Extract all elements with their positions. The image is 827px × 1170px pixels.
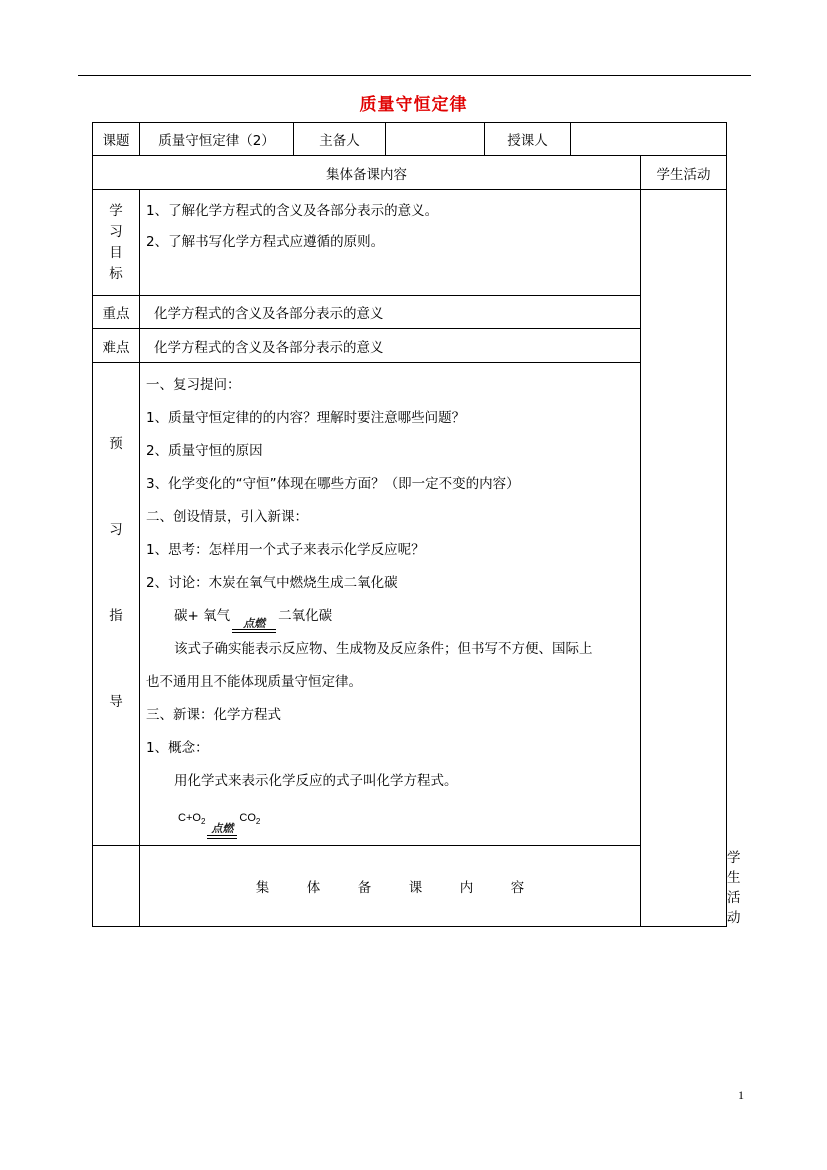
equation-comment-line-2: 也不通用且不能体现质量守恒定律。 [146, 674, 362, 690]
page-number: 1 [738, 1088, 744, 1102]
activity-heading: 学生活动 [641, 156, 727, 190]
goals-label-char: 目 [109, 244, 123, 261]
footer-content-heading: 集 体 备 课 内 容 [140, 846, 641, 927]
chemical-equation [146, 798, 634, 838]
word-equation [146, 600, 634, 633]
guide-content [140, 363, 641, 846]
footer-row: 集 体 备 课 内 容 学生活动 [93, 846, 727, 927]
goals-label-char: 习 [109, 223, 123, 240]
equation-double-bar [207, 835, 237, 839]
header-row [93, 123, 727, 156]
concept-heading: 1、概念： [146, 740, 209, 756]
key-point-text: 化学方程式的含义及各部分表示的意义 [140, 296, 641, 329]
content-heading: 集体备课内容 [93, 156, 641, 190]
difficulty-row [93, 329, 727, 363]
scene-heading: 二、创设情景，引入新课： [146, 509, 308, 525]
word-equation-product: 二氧化碳 [278, 608, 333, 624]
condition-label: 点燃 [211, 823, 234, 836]
ignition-condition [207, 824, 237, 839]
preparer-value [386, 123, 485, 156]
goals-row [93, 190, 727, 296]
equation-comment-line-1: 该式子确实能表示反应物、生成物及反应条件；但书写不方便、国际上 [174, 641, 593, 657]
review-question-3: 3、化学变化的“守恒”体现在哪些方面？（即一定不变的内容） [146, 476, 520, 492]
condition-label: 点燃 [243, 617, 266, 630]
topic-label: 课题 [93, 123, 140, 156]
goals-label [93, 190, 140, 296]
lesson-plan-table [92, 122, 741, 927]
definition-text: 用化学式来表示化学反应的式子叫化学方程式。 [174, 773, 458, 789]
key-point-label: 重点 [93, 296, 140, 329]
guide-label-char: 导 [109, 694, 123, 710]
difficulty-text: 化学方程式的含义及各部分表示的意义 [140, 329, 641, 363]
section-row [93, 156, 727, 190]
review-heading: 一、复习提问： [146, 377, 241, 393]
guide-label-char: 预 [109, 436, 123, 452]
key-point-row [93, 296, 727, 329]
guide-label-char: 指 [109, 608, 123, 624]
review-question-2: 2、质量守恒的原因 [146, 443, 263, 459]
word-equation-reactants: 碳+ 氧气 [174, 608, 231, 624]
teacher-value [571, 123, 727, 156]
goal-item: 2、了解书写化学方程式应遵循的原则。 [146, 234, 385, 250]
goal-item: 1、了解化学方程式的含义及各部分表示的意义。 [146, 203, 439, 219]
goals-label-char: 学 [109, 202, 123, 219]
preparer-label: 主备人 [294, 123, 386, 156]
guide-label-char: 习 [109, 522, 123, 538]
topic-value: 质量守恒定律（2） [140, 123, 294, 156]
goals-label-char: 标 [109, 265, 123, 282]
page-title: 质量守恒定律 [359, 95, 468, 115]
new-lesson-heading: 三、新课：化学方程式 [146, 707, 281, 723]
header-rule [78, 75, 751, 76]
ignition-condition [232, 618, 276, 633]
footer-empty-cell [93, 846, 140, 927]
guide-row [93, 363, 727, 846]
goals-content [140, 190, 641, 296]
discuss-prompt: 2、讨论：木炭在氧气中燃烧生成二氧化碳 [146, 575, 398, 591]
student-activity-cell [641, 190, 727, 927]
think-prompt: 1、思考：怎样用一个式子来表示化学反应呢？ [146, 542, 425, 558]
difficulty-label: 难点 [93, 329, 140, 363]
guide-label [93, 363, 140, 846]
teacher-label: 授课人 [485, 123, 571, 156]
review-question-1: 1、质量守恒定律的的内容？理解时要注意哪些问题？ [146, 410, 466, 426]
equation-product: $CO_2$ [239, 812, 261, 827]
equation-reactants: $C+O_2$ [178, 812, 206, 827]
